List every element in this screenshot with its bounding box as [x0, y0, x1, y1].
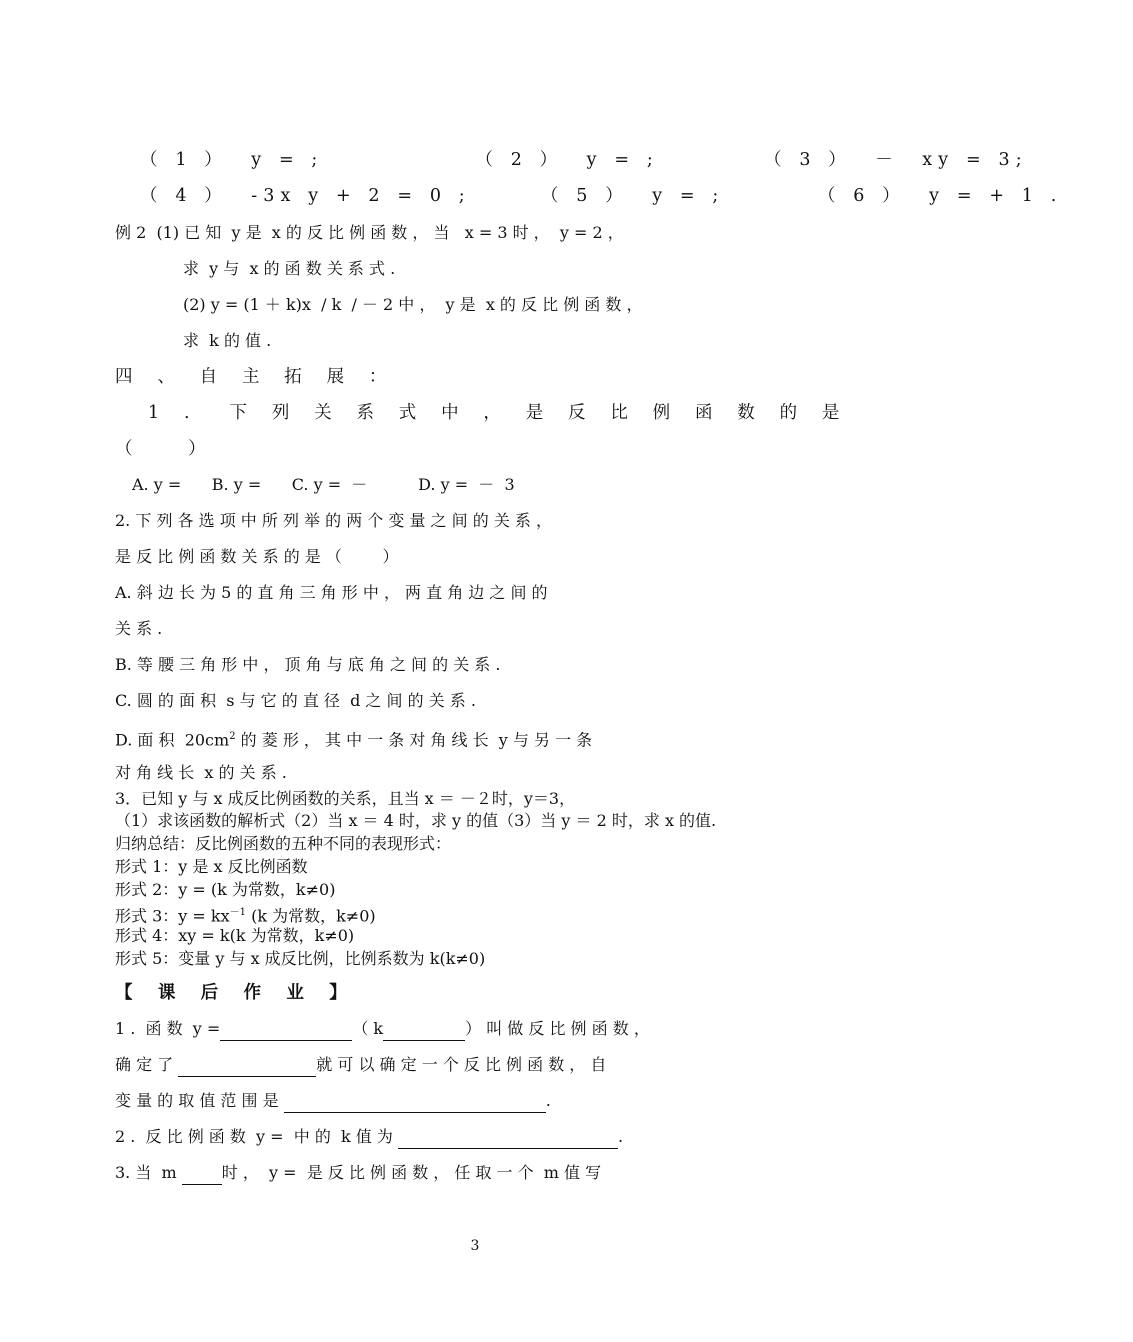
example-2-part-1: 例 2 (1) 已 知 y 是 x 的 反 比 例 函 数 ， 当 x = 3 时 ， y = 2 ， — [115, 223, 624, 242]
exercise-2-option-a: A. 斜 边 长 为 5 的 直 角 三 角 形 中 ， 两 直 角 边 之 间 的 — [115, 583, 548, 602]
exercise-2-option-c: C. 圆 的 面 积 s 与 它 的 直 径 d 之 间 的 关 系 . — [115, 691, 476, 710]
homework-1-line-2: 确 定 了 就 可 以 确 定 一 个 反 比 例 函 数 ， 自 — [115, 1053, 1065, 1077]
exercise-2-stem-cont: 是 反 比 例 函 数 关 系 的 是 （ ） — [115, 547, 399, 566]
homework-2: 2 . 反 比 例 函 数 y = 中 的 k 值 为 . — [115, 1125, 1065, 1149]
exercise-2-option-d: D. 面 积 $20cm^2$ 的 菱 形 ， 其 中 一 条 对 角 线 长 y 与 另 一 条 — [115, 730, 593, 750]
homework-heading: 【 课 后 作 业 】 — [115, 983, 357, 1003]
exercise-2-option-d-cont: 对 角 线 长 x 的 关 系 . — [115, 763, 287, 782]
equation-row-1: （ 1 ） y = ; （ 2 ） y = ; （ 3 ） － xy = 3; — [140, 150, 1028, 170]
blank-field — [220, 1022, 352, 1041]
form-3: 形式 3：$y = kx^{-1}$ (k 为常数，k≠0) — [115, 906, 376, 926]
exercise-1-stem: 1 . 下 列 关 系 式 中 ， 是 反 比 例 函 数 的 是 — [148, 403, 850, 423]
exercise-3-questions: （1）求该函数的解析式（2）当 x ＝ 4 时，求 y 的值（3）当 y ＝ 2 时，求 x 的值. — [115, 811, 717, 830]
exercise-1-answer-paren: （ ） — [115, 439, 206, 459]
example-2-part-2-question: 求 k 的 值 . — [183, 331, 272, 350]
section-4-heading: 四 、 自 主 拓 展 ： — [115, 367, 397, 387]
blank-field — [178, 1058, 316, 1077]
form-4: 形式 4：xy = k(k 为常数，k≠0) — [115, 926, 355, 945]
page-number: 3 — [470, 1238, 480, 1254]
equation-row-2: （ 4 ） -3x y + 2 = 0 ; （ 5 ） y = ; （ 6 ） y = + 1 . — [140, 186, 1063, 206]
form-2: 形式 2：y = (k 为常数，k≠0) — [115, 880, 336, 899]
homework-1-line-3: 变 量 的 取 值 范 围 是 . — [115, 1089, 1065, 1113]
exercise-2-option-a-cont: 关 系 . — [115, 619, 163, 638]
blank-field — [284, 1094, 546, 1113]
blank-field — [182, 1166, 222, 1185]
blank-field — [383, 1022, 465, 1041]
exercise-2-option-b: B. 等 腰 三 角 形 中 ， 顶 角 与 底 角 之 间 的 关 系 . — [115, 655, 501, 674]
example-2-part-2: (2) y = (1 ＋ k)x / k / － 2 中 ， y 是 x 的 反 比 例 函 数 ， — [183, 295, 643, 314]
form-1: 形式 1：y 是 x 反比例函数 — [115, 857, 308, 876]
homework-1-line-1: 1 . 函 数 y = （ k ） 叫 做 反 比 例 函 数 ， — [115, 1017, 1065, 1041]
homework-3: 3. 当 m 时 ， y = 是 反 比 例 函 数 ， 任 取 一 个 m 值 写 — [115, 1161, 1065, 1185]
exercise-2-stem: 2. 下 列 各 选 项 中 所 列 举 的 两 个 变 量 之 间 的 关 系 ， — [115, 511, 552, 530]
form-5: 形式 5：变量 y 与 x 成反比例，比例系数为 k(k≠0) — [115, 949, 486, 968]
exercise-1-options: A. y = B. y = C. y = － D. y = － 3 — [132, 475, 515, 494]
blank-field — [398, 1130, 618, 1149]
example-2-part-1-question: 求 y 与 x 的 函 数 关 系 式 . — [183, 259, 396, 278]
exercise-3-stem: 3．已知 y 与 x 成反比例函数的关系，且当 x ＝ －２时，y＝3， — [115, 789, 576, 808]
summary-heading: 归纳总结：反比例函数的五种不同的表现形式： — [115, 834, 452, 853]
